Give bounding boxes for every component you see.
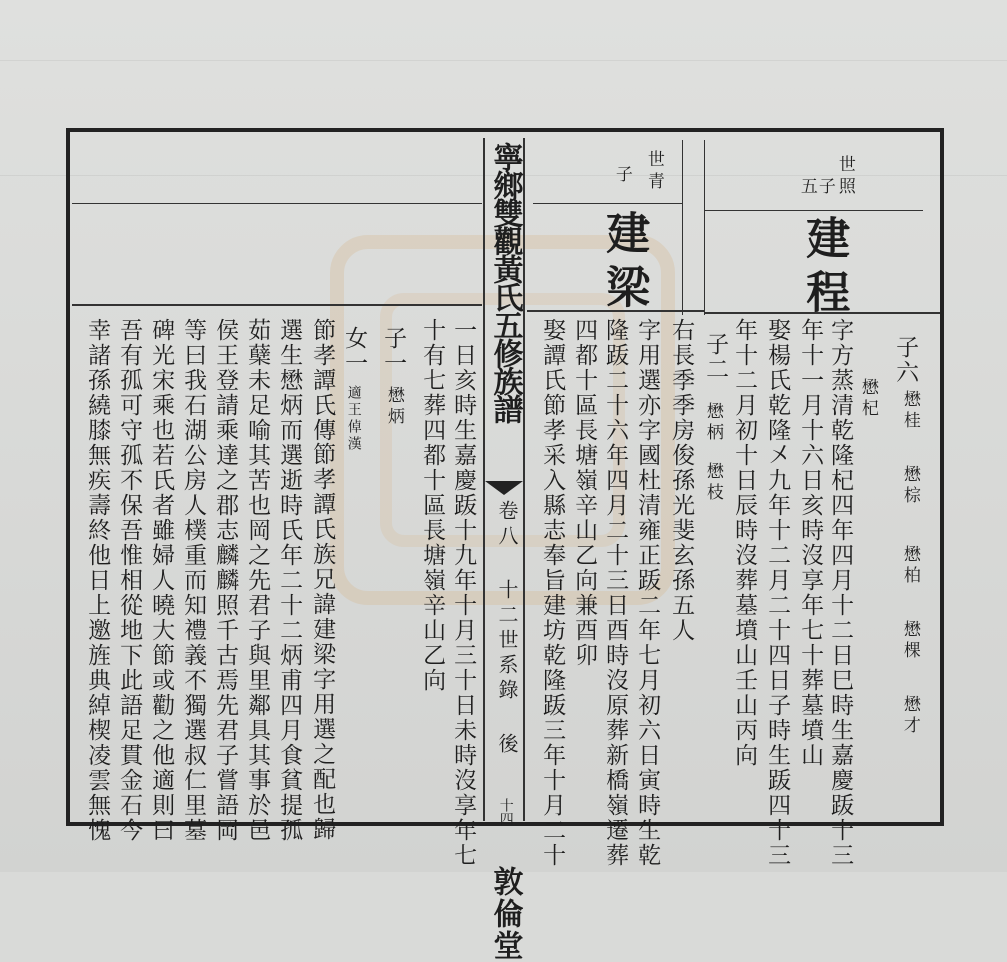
biography-column: 茹蘖未足喻其苦也岡之先君子與里鄰具其事於邑 — [244, 318, 271, 843]
son-name: 懋棵 — [899, 620, 920, 662]
header-zi: 子 — [814, 177, 835, 198]
son-name: 懋柏 — [899, 545, 920, 587]
biography-column: 等曰我石湖公房人樸重而知禮義不獨選叔仁里墓 — [180, 318, 207, 843]
son-name: 懋炳 — [383, 386, 404, 428]
hall-name: 敦倫堂 — [487, 866, 523, 962]
son-name: 懋棕 — [899, 465, 920, 507]
biography-column: 十有七葬四都十區長塘嶺辛山乙向 — [419, 318, 446, 693]
sons-label: 子二 — [702, 332, 729, 382]
son-label: 子一 — [380, 326, 407, 376]
person-name: 建梁 — [598, 210, 650, 318]
son-name: 懋桂 — [899, 390, 920, 432]
son-name: 懋枝 — [702, 462, 723, 504]
son-name: 懋杞 — [857, 378, 878, 420]
page-spine — [483, 138, 525, 962]
biography-column: 年十一月十六日亥時沒享年七十葬墓墳山 — [797, 318, 824, 768]
biography-column: 幸諸孫繞膝無疾壽終他日上邀旌典綽楔凌雲無愧 — [84, 318, 111, 843]
biography-column: 年十二月初十日辰時沒葬墓墳山壬山丙向 — [731, 318, 758, 768]
page-number: 十四 — [497, 798, 514, 826]
biography-column: 一日亥時生嘉慶䟦十九年十月三十日未時沒享年七 — [450, 318, 477, 868]
daughter-note: 適王倬漢 — [345, 385, 362, 453]
rule-line — [705, 210, 923, 211]
rule-line — [682, 140, 683, 315]
person-name: 建程 — [798, 215, 850, 323]
biography-column: 四都十區長塘嶺辛山乙向兼酉卯 — [571, 318, 598, 668]
header-shi: 世 — [643, 150, 664, 171]
sons-label: 子六 — [892, 335, 919, 385]
biography-column: 娶楊氏乾隆㐅九年十二月二十四日子時生䟦四十三 — [764, 318, 791, 868]
rule-line — [533, 203, 683, 204]
biography-column: 字方蒸清乾隆杞四年四月十二日巳時生嘉慶䟦十三 — [827, 318, 854, 868]
biography-heading: 節孝譚氏傳 — [309, 318, 336, 443]
paper-fold-line — [0, 60, 1007, 61]
descendant-note: 右長季季房俊孫光斐玄孫五人 — [668, 318, 695, 643]
fish-tail-ornament — [485, 481, 523, 495]
biography-column: 碑光宋乘也若氏者雖婦人曉大節或勸之他適則曰 — [148, 318, 175, 843]
header-wu: 五 — [796, 177, 817, 198]
header-shi: 世 — [834, 155, 855, 176]
biography-column: 侯王登請乘達之郡志麟麟照千古焉先君子嘗語岡 — [212, 318, 239, 843]
biography-column: 娶譚氏節孝采入縣志奉旨建坊乾隆䟦三年十月二十 — [539, 318, 566, 868]
genealogy-title: 寧鄉雙觀黃氏五修族譜 — [487, 142, 523, 422]
biography-column: 隆䟦二十六年四月二十三日酉時沒原葬新橋嶺遷葬 — [602, 318, 629, 868]
biography-column: 字用選亦字國杜清雍正䟦二年七月初六日寅時生乾 — [634, 318, 661, 868]
daughter-label: 女一 — [341, 326, 368, 376]
biography-column: 吾有孤可守孤不保吾惟相從地下此語足貫金石今 — [116, 318, 143, 843]
biography-column: 選生懋炳而選逝時氏年二十二炳甫四月食貧提孤 — [276, 318, 303, 843]
header-zhao: 照 — [834, 177, 855, 198]
son-name: 懋才 — [899, 695, 920, 737]
volume-label: 卷八 十二世系錄 後 — [495, 500, 519, 758]
rule-line — [704, 140, 705, 315]
rule-line — [72, 304, 482, 306]
biography-column: 節孝譚氏族兄諱建梁字用選之配也歸 — [309, 442, 336, 842]
son-name: 懋柄 — [702, 402, 723, 444]
header-zi: 子 — [611, 165, 632, 186]
rule-line — [72, 203, 482, 204]
header-qing: 青 — [643, 172, 664, 193]
